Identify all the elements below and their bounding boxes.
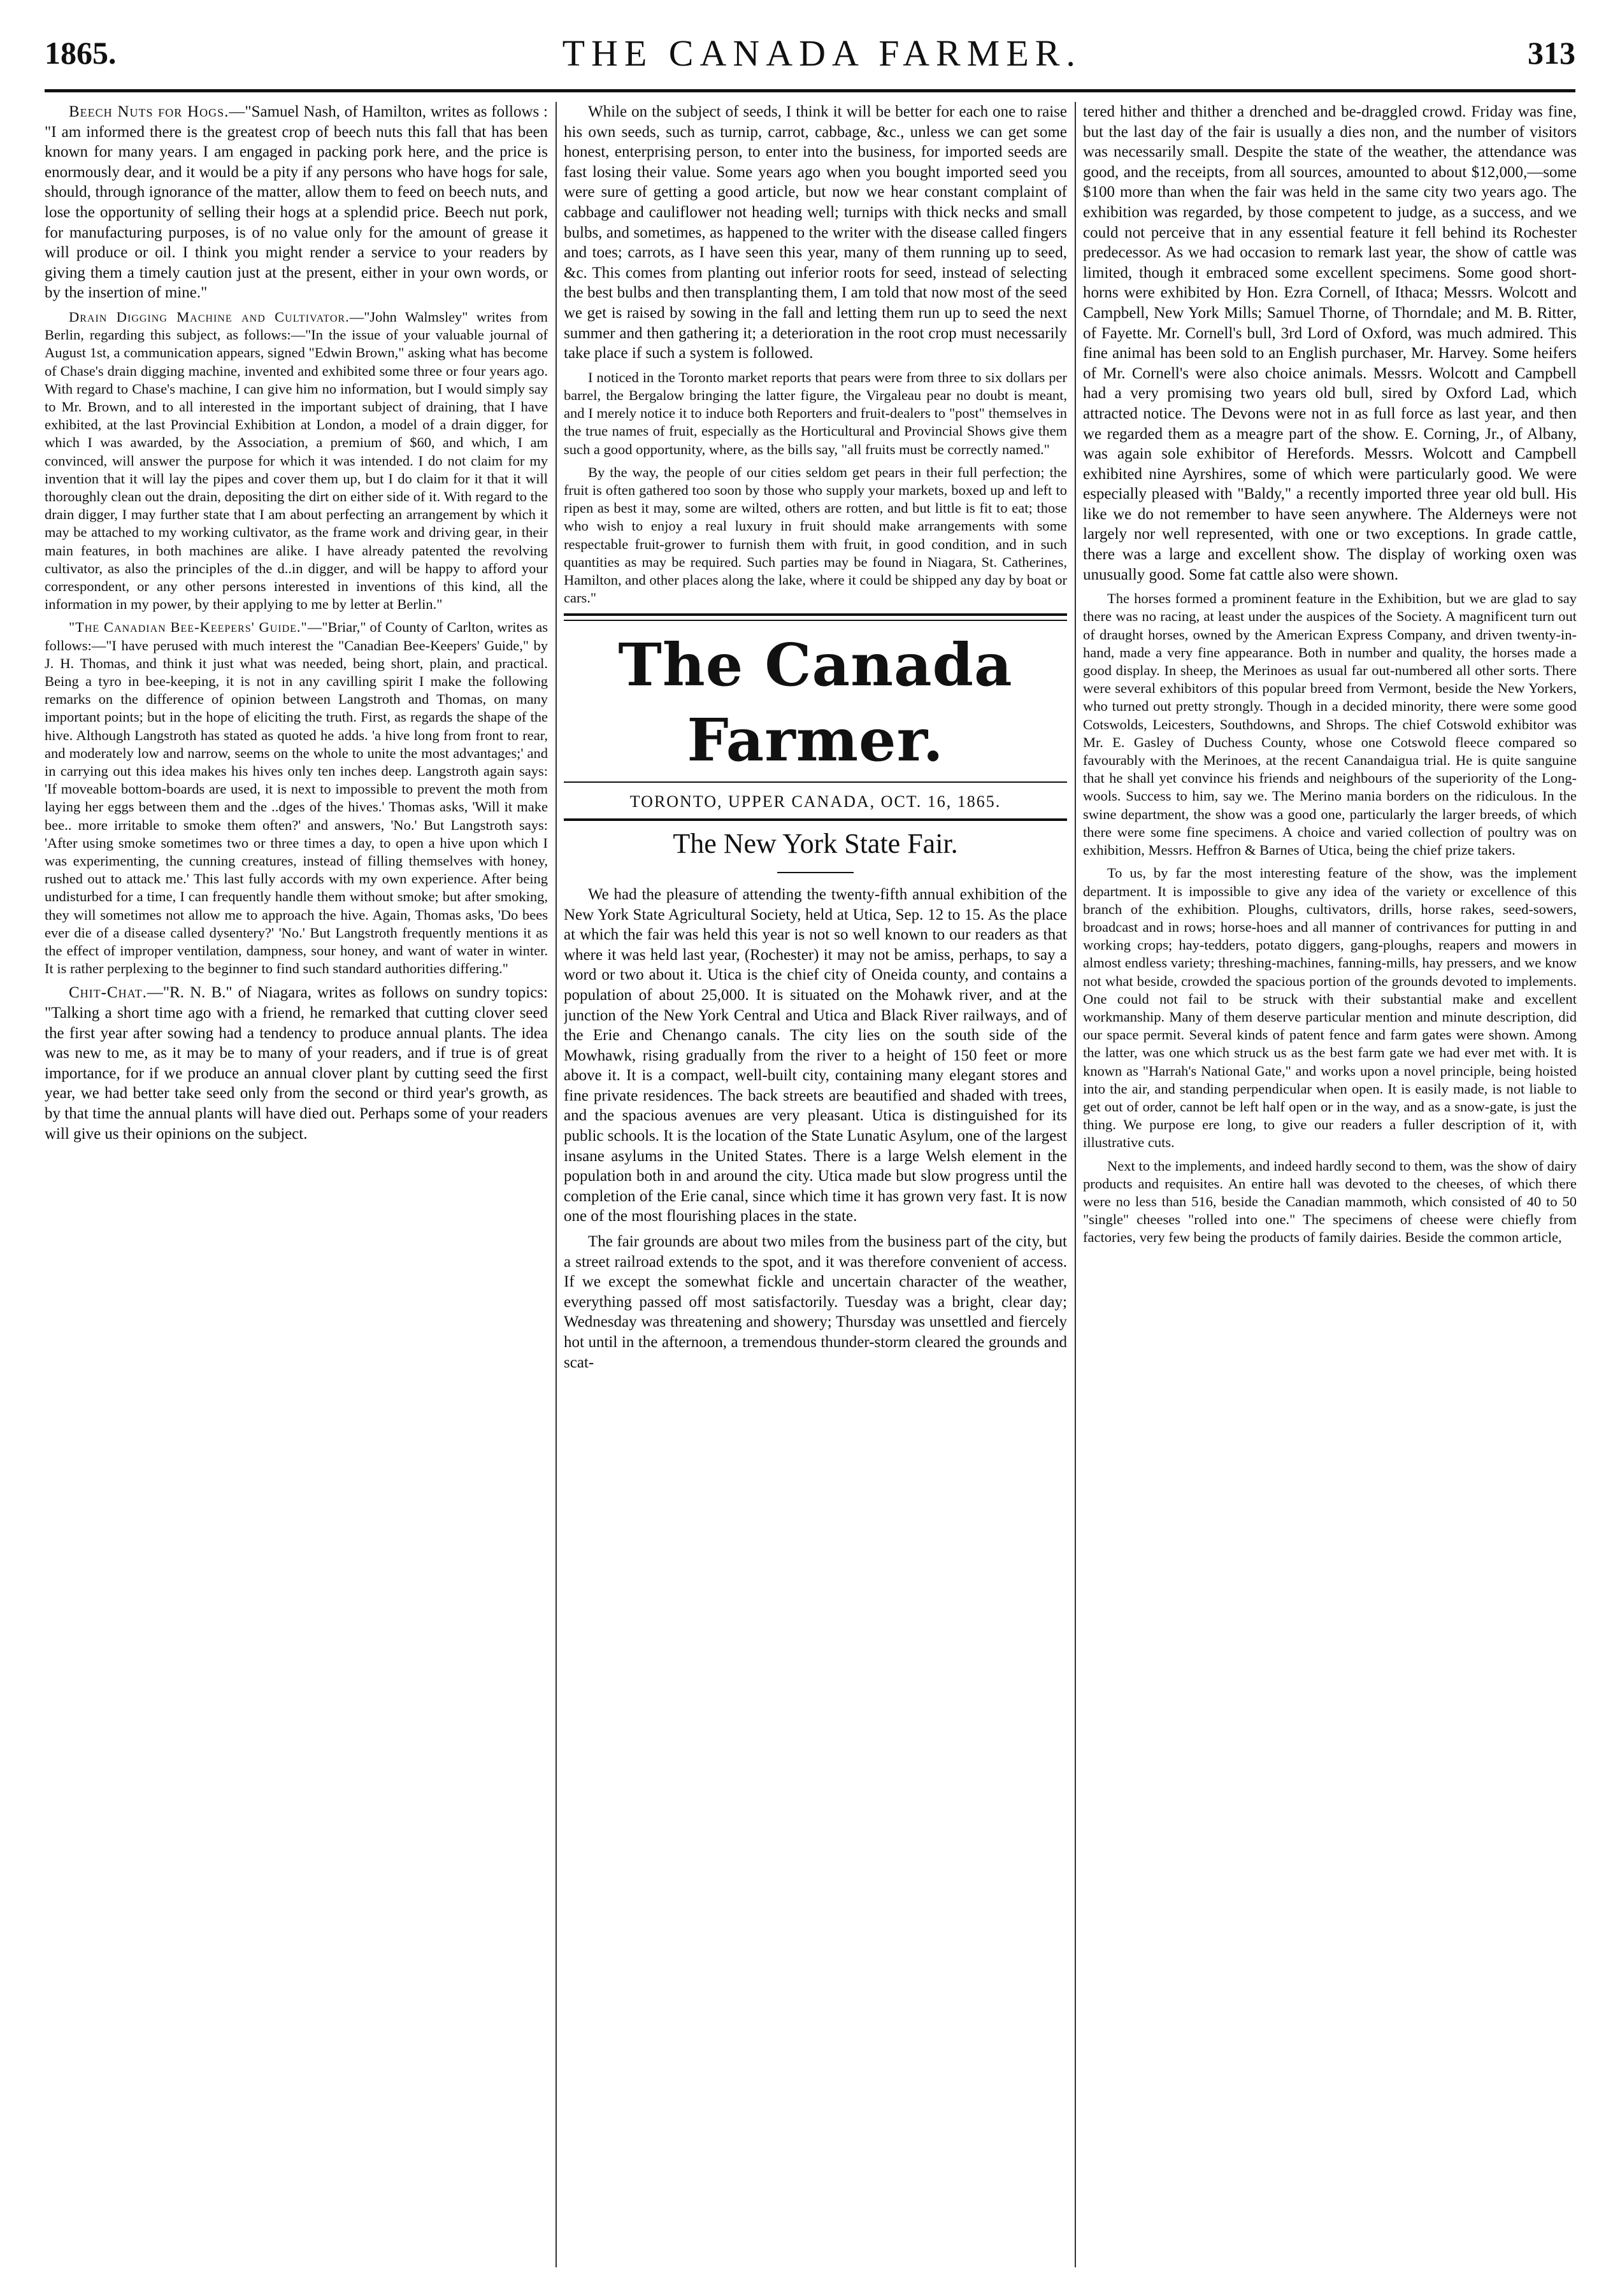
paragraph: We had the pleasure of attending the twenty-fifth annual exhibition of the New York State Agricultural Society, held at Utica, Sep. 12 to 15. As the place at which the fair was held this year is not so well known to our readers as that where it was held last year, (Rochester) it may not be amiss, perhaps, to say a word or two about it. Utica is the chief city of Oneida county, and contains a population of about 25,000. It is situated on the Mohawk river, and at the junction of the New York Central and Utica and Black River railways, and of the Erie and Chenango canals. The city lies on the south side of the Mowhawk, rising gradually from the river to a height of 150 feet or more above it. It is a compact, well-built city, containing many elegant stores and fine private residences. The back streets are beautified and shaded with trees, and the spacious avenues are very pleasant. Utica is distinguished for its public schools. It is the location of the State Lunatic Asylum, one of the largest insane asylums in the United States. There is a large Welsh element in the population both in and around the city. Utica made but slow progress until the completion of the Erie canal, since which time it has grown very fast. It is now one of the most flourishing places in the state. (564, 885, 1067, 1225)
article-lead: "The Canadian Bee-Keepers' Guide." (69, 619, 308, 636)
editorial-rule (564, 781, 1067, 783)
dateline: TORONTO, UPPER CANADA, OCT. 16, 1865. (629, 792, 1001, 811)
article-lead: Chit-Chat. (69, 984, 147, 1002)
column-divider-2 (1075, 102, 1076, 2267)
header-page-number: 313 (1528, 35, 1575, 71)
column-2 (564, 102, 1067, 2267)
article-body: —"Briar," of County of Carlton, writes as follows:—"I have perused with much interest the "Canadian Bee-Keepers' Guide," by J. H. Thomas, and think it just what was needed, being short, plain, and practical. Being a tyro in bee-keeping, it is not in any cavilling spirit I make the following remarks on the difference of opinion between Langstroth and Thomas, on many important points; but in the hope of eliciting the truth. First, as regards the shape of the hive. Although Langstroth has stated as quoted he adds. 'a hive long from front to rear, and moderately low and narrow, seems on the whole to unite the most advantages;' and in carrying out this idea makes his hives only ten inches deep. Langstroth again says: 'If moveable bottom-boards are used, it is next to impossible to prevent the moth from laying her eggs between them and the ..dges of the hives.' Thomas asks, 'Will it make bee.. more irritable to smoke them often?' and answers, 'No.' But Langstroth says: 'After using smoke sometimes two or three times a day, to open a hive upon which I was experimenting, the cunning creatures, instead of filling themselves with honey, rushed out to attack me.' This last fully accords with my own experience. After being undisturbed for a time, I can frequently handle them without smoke; but after smoking, they will sometimes not allow me to approach the hive. Again, Thomas asks, 'Do bees ever die of a disease called dysentery?' 'No.' But Langstroth frequently mentions it as the effect of improper ventilation, dampness, sour honey, and want of water in winter. It is rather perplexing to the beginner to find such standard authorities differing." (45, 619, 548, 977)
article-headline: The New York State Fair. (673, 827, 958, 859)
article-body: —"R. N. B." of Niagara, writes as follows on sundry topics: "Talking a short time ago with a friend, he remarked that cutting clover seed the first year after sowing had a tendency to produce annual plants. The idea was new to me, as it may be to many of your readers, and if true is of great importance, for if we produce an annual clover plant by cutting seed the first year, we had better take seed only from the second or third year's growth, as by that time the annual plants will have died out. Perhaps some of your readers will give us their opinions on the subject. (45, 984, 548, 1143)
article-bee-keepers-guide (45, 618, 548, 978)
column-divider-1 (556, 102, 557, 2267)
editorial-rule (564, 620, 1067, 621)
article-lead: Beech Nuts for Hogs. (69, 103, 229, 120)
header-year: 1865. (45, 35, 117, 71)
paragraph: Next to the implements, and indeed hardly second to them, was the show of dairy products and requisites. An entire hall was devoted to the cheeses, of which there were no less than 516, beside the Canadian mammoth, which consisted of 40 to 50 "single" cheeses "rolled into one." The specimens of cheese were chiefly from factories, very few being the products of family dairies. Beside the common article, (1083, 1157, 1577, 1246)
paragraph: By the way, the people of our cities seldom get pears in their full perfection; the fruit is often gathered too soon by those who supply your markets, boxed up and left to ripen as best it may, some are wilted, others are rotten, and but little is fit to eat; those who wish to enjoy a real luxury in fruit should make arrangements with some respectable fruit-grower to furnish them with fruit, in good condition, and in such quantities as may be required. Such parties may be found in Niagara, St. Catherines, Hamilton, and other places along the lake, where it could be shipped any day by boat or cars." (564, 464, 1067, 606)
article-body: —"John Walmsley" writes from Berlin, regarding this subject, as follows:—"In the issue of your valuable journal of August 1st, a communication appears, signed "Edwin Brown," asking what has become of Chase's drain digging machine, invented and exhibited some three or four years ago. With regard to Chase's machine, I can give him no information, but I would simply say to Mr. Brown, and to all interested in the important subject of draining, that I have exhibited, at the last Provincial Exhibition at London, a model of a drain digger, for which I was awarded, by the Association, a premium of $60, and which, I am convinced, will answer the purpose for which it was intended. I do not claim for my invention that it will lay the pipes and cover them up, but I do claim for it that it will thoroughly clean out the drain, depositing the dirt on either side of it. With regard to the drain digger, I may further state that I am about perfecting an arrangement by which it may be attached to my working cultivator, as the frame work and driving gear, in their main features, in both machines are alike. I have already patented the revolving cultivator, as also the principles of the d..in digger, and will be happy to afford your correspondent, or any other persons interested in inventions of this kind, all the information in my power, by their applying to me by letter at Berlin." (45, 308, 548, 613)
paragraph: I noticed in the Toronto market reports that pears were from three to six dollars per barrel, the Bergalow bringing the latter figure, the Virgaleau pear no doubt is meant, and I merely notice it to induce both Reporters and fruit-dealers to "post" themselves in the true names of fruit, especially as the Horticultural and Provincial Shows give them such a good opportunity, where, as the bills say, "all fruits must be correctly named." (564, 369, 1067, 457)
article-lead: Drain Digging Machine and Cultivator. (69, 308, 350, 325)
editorial-rule (564, 818, 1067, 821)
article-drain-digging (45, 308, 548, 613)
article-beech-nuts (45, 102, 548, 303)
header-rule (45, 89, 1575, 92)
paragraph: The fair grounds are about two miles from the business part of the city, but a street railroad extends to the spot, and it was therefore convenient of access. If we except the somewhat fickle and uncertain character of the weather, everything passed off most satisfactorily. Tuesday was a bright, clear day; Wednesday was threatening and showery; Thursday was unsettled and fiercely hot until in the afternoon, a tremendous thunder-storm cleared the grounds and scat- (564, 1233, 1067, 1371)
headline-rule (777, 872, 854, 873)
article-body: —"Samuel Nash, of Hamilton, writes as follows : "I am informed there is the greatest crop of beech nuts this fall that has been known for many years. I am engaged in packing pork here, and the price is enormously dear, and it would be a pity if any persons who have hogs for sale, should, through ignorance of the matter, allow them to feed on beech nuts, and lose the opportunity of selling their hogs at a splendid price. Beech nut pork, for manufacturing purposes, is of no value only for the amount of grease it will produce or oil. I think you might render a service to your readers by giving them a timely caution just at the present, either in your own words, or by the insertion of mine." (45, 103, 548, 302)
paragraph: While on the subject of seeds, I think it will be better for each one to raise his own seeds, such as turnip, carrot, cabbage, &c., unless we can get some honest, enterprising person, to enter into the business, for imported seeds are fast losing their value. Some years ago when you bought imported seed you were sure of getting a good article, but now we hear constant complaint of cabbage and cauliflower not heading well; turnips with thick necks and small bulbs, and sometimes, as happened to the writer with the disease called fingers and toes; carrots, as I have seen this year, many of them running up to seed, &c. This comes from planting out inferior roots for seed, instead of selecting the best bulbs and then transplanting them, I am told that now most of the seed we get is raised by sowing in the fall and letting them run up to seed the next summer and then gathering it; a deterioration in the root crop must necessarily take place if such a system is followed. (564, 103, 1067, 362)
editorial-header (564, 613, 1067, 873)
paragraph: To us, by far the most interesting feature of the show, was the implement department. It is impossible to give any idea of the variety or excellence of this branch of the exhibition. Ploughs, cultivators, drills, horse rakes, seed-sowers, broadcast and in rows; horse-hoes and all manner of contrivances for putting in and working crops; hay-tedders, potato diggers, gang-ploughs, reapers and mowers in almost endless variety; threshing-machines, fanning-mills, hay pressers, and we know not what beside, crowded the spacious portion of the grounds devoted to implements. One could not fail to be struck with their substantial make and excellent workmanship. Many of them deserve particular mention and minute description, did our space permit. Several kinds of patent fence and farm gates were shown. Among the latter, was one which struck us as the best farm gate we had ever met with. It is known as "Harrah's National Gate," and works upon a novel principle, being hoisted into the air, and standing perpendicular when open. It is easily made, is not liable to get out of order, cannot be left half open or in the way, and as a snow-gate, is just the thing. We purpose ere long, to give our readers a fuller description of it, with illustrative cuts. (1083, 865, 1577, 1151)
paragraph: tered hither and thither a drenched and be-draggled crowd. Friday was fine, but the last day of the fair is usually a dies non, and the number of visitors was necessarily small. Despite the state of the weather, the attendance was good, and the receipts, from all sources, amounted to about $12,000,—some $100 more than when the fair was held in the same city two years ago. The exhibition was regarded, by those competent to judge, as a success, and we could not perceive that in any essential feature it fell behind its Rochester predecessor. As we had occasion to remark last year, the show of cattle was limited, though it embraced some excellent specimens. Some good short-horns were exhibited by Hon. Ezra Cornell, of Ithaca; Messrs. Wolcott and Campbell, New York Mills; Samuel Thorne, of Thorndale; and M. B. Ritter, of Fayette. Mr. Cornell's bull, 3rd Lord of Oxford, was much admired. This fine animal has been sold to an English purchaser, Mr. Harvey. Some heifers of Mr. Cornell's were also choice animals. Messrs. Wolcott and Campbell had a very promising two years old bull, sired by Oxford Lad, which attracted notice. The Devons were not in as full force as last year, and then we regarded them as a meagre part of the show. E. Corning, Jr., of Albany, was again sole exhibitor of Herefords. Messrs. Wolcott and Campbell exhibited nine Ayrshires, some of which were particularly good. We were especially pleased with "Baldy," a recently imported three year old bull. His like we do not remember to have seen anywhere. The Alderneys were not largely nor well represented, with one or two exceptions. In grade cattle, there was a large and excellent show. The display of working oxen was unusually good. Some fat cattle also were shown. (1083, 103, 1577, 583)
paragraph: The horses formed a prominent feature in the Exhibition, but we are glad to say there was no racing, at least under the auspices of the Society. A magnificent turn out of draught horses, owned by the American Express Company, and driven twenty-in-hand, made a very fine appearance. Both in number and quality, the horses made a good display. In sheep, the Merinoes as usual far out-numbered all other sorts. There were several exhibitors of this popular breed from Vermont, beside the New Yorkers, who turned out pretty strongly. Though in a decided minority, there were some good Cotswolds, Leicesters, Southdowns, and Shrops. The chief Cotswold exhibitor was Mr. E. Gasley of Duchess County, whose one Cotswold fleece compared so favourably with the Merinoes, at the recent Canandaigua trial. He is quite sanguine that he shall yet convince his friends and neighbours of the superiority of the Long-wools. Success to him, say we. The Merino mania borders on the ridiculous. In the swine department, the show was a good one, particularly the larger breeds, of which there were some fine specimens. A choice and varied collection of poultry was on exhibition, Messrs. Heffron & Barnes of Utica, being the chief prize takers. (1083, 590, 1577, 859)
column-3 (1083, 102, 1577, 2267)
editorial-rule (564, 613, 1067, 616)
editorial-title: The Canada Farmer. (618, 631, 1013, 775)
article-chit-chat (45, 983, 548, 1144)
column-1 (45, 102, 548, 2267)
running-head (45, 18, 1575, 88)
header-masthead: THE CANADA FARMER. (562, 32, 1082, 74)
